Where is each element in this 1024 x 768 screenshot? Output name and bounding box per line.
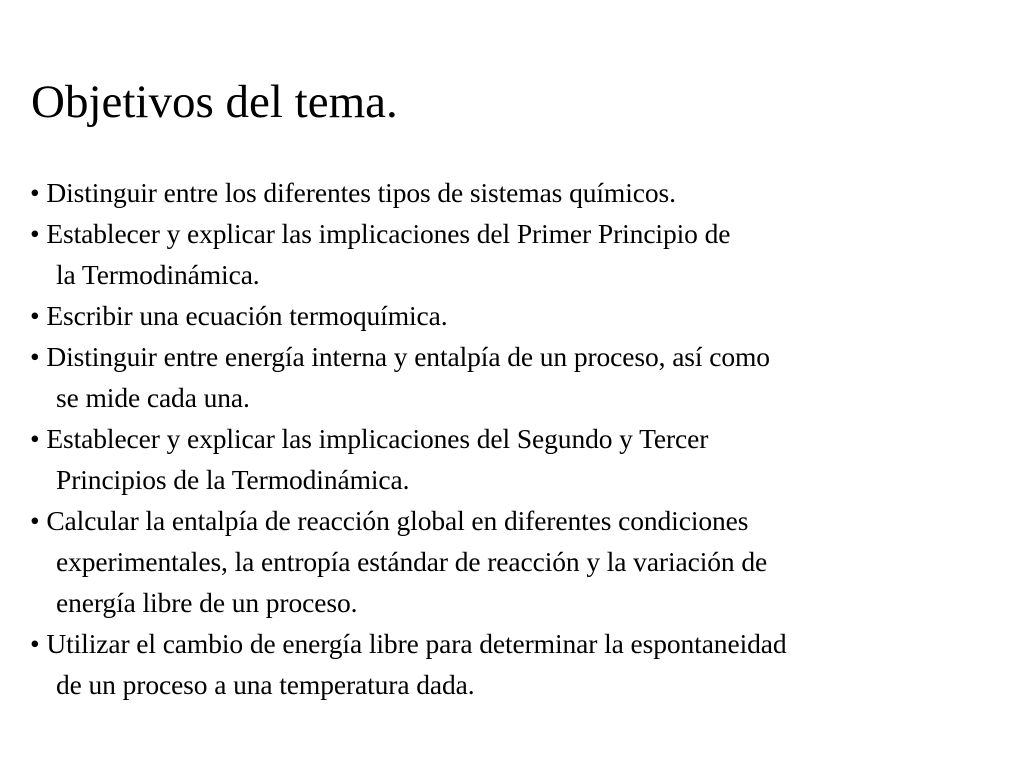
objective-item — [30, 213, 787, 295]
objective-text-continuation: de un proceso a una temperatura dada. — [56, 669, 475, 700]
objective-item — [30, 623, 787, 705]
objective-item — [30, 500, 787, 623]
bullet: • — [30, 177, 40, 208]
bullet: • — [30, 300, 40, 331]
objectives-list — [30, 172, 787, 705]
objective-item — [30, 295, 787, 336]
objective-text: Establecer y explicar las implicaciones del Segundo y Tercer — [46, 423, 709, 454]
objective-item — [30, 418, 787, 500]
bullet: • — [30, 505, 40, 536]
objective-item — [30, 172, 787, 213]
bullet: • — [30, 628, 40, 659]
objective-text: Distinguir entre energía interna y entalpía de un proceso, así como — [46, 341, 770, 372]
objective-text-continuation: la Termodinámica. — [56, 259, 260, 290]
slide-title: Objetivos del tema. — [31, 76, 398, 128]
objective-text: Utilizar el cambio de energía libre para determinar la espontaneidad — [46, 628, 787, 659]
bullet: • — [30, 341, 40, 372]
bullet: • — [30, 423, 40, 454]
objective-text: Distinguir entre los diferentes tipos de sistemas químicos. — [46, 177, 676, 208]
objective-text: Calcular la entalpía de reacción global en diferentes condiciones — [46, 505, 749, 536]
objective-text: Escribir una ecuación termoquímica. — [46, 300, 448, 331]
objective-text-continuation: Principios de la Termodinámica. — [56, 464, 410, 495]
objective-text-continuation: se mide cada una. — [56, 382, 250, 413]
bullet: • — [30, 218, 40, 249]
objective-text-continuation: experimentales, la entropía estándar de reacción y la variación de — [56, 546, 768, 577]
objective-text: Establecer y explicar las implicaciones del Primer Principio de — [46, 218, 731, 249]
objective-text-continuation: energía libre de un proceso. — [56, 587, 358, 618]
objective-item — [30, 336, 787, 418]
